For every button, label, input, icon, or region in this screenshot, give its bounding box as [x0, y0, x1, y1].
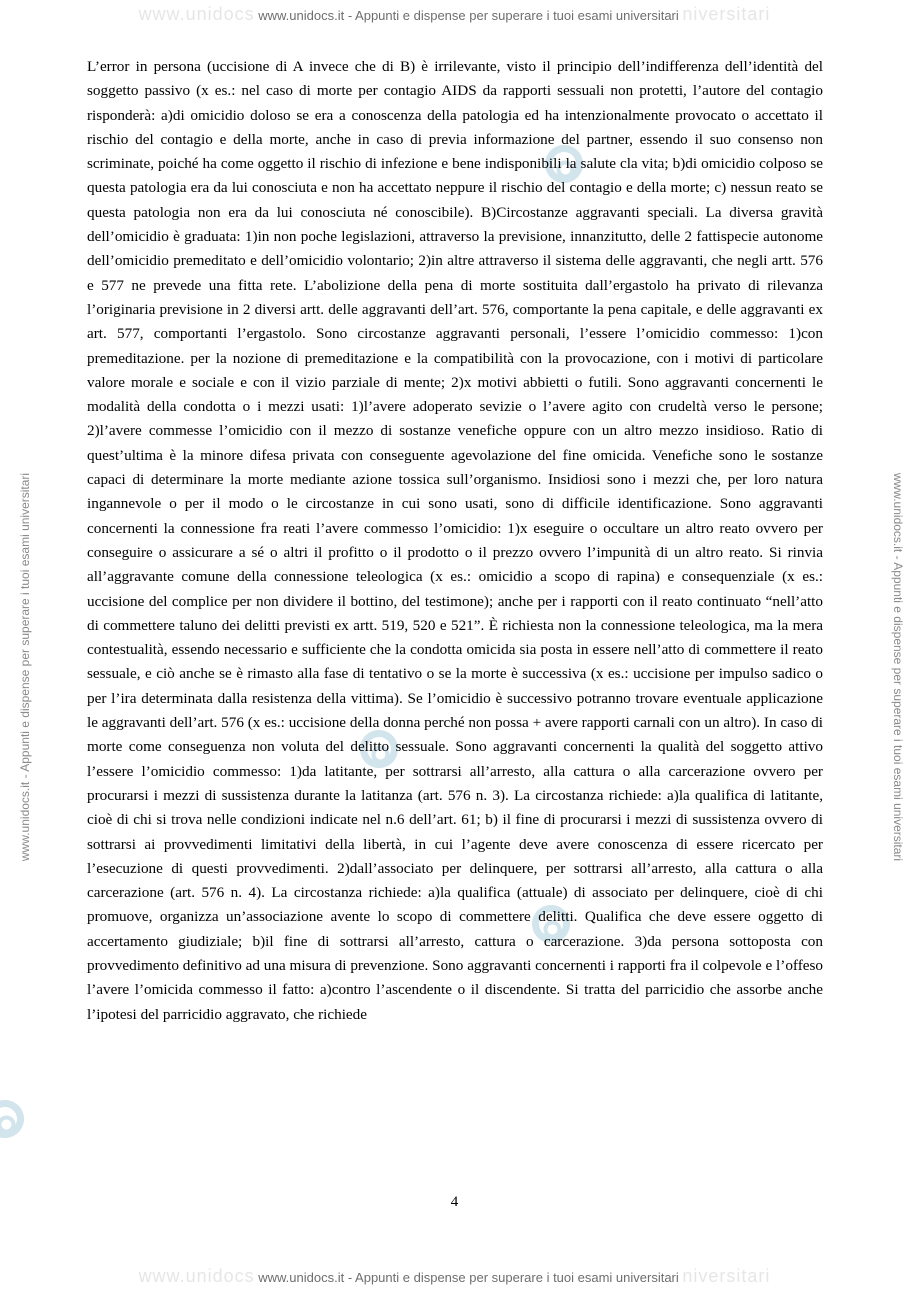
side-watermark-left: www.unidocs.it - Appunti e dispense per superare i tuoi esami universitari	[18, 472, 32, 862]
document-body-text: L’error in persona (uccisione di A invece che di B) è irrilevante, visto il principio dell’indifferenza dell’identità del soggetto passivo (x es.: nel caso di morte per contagio AIDS da rapporti sessuali non protetti, l’autore del contagio risponderà: a)di omicidio doloso se era a conoscenza della patologia ed ha intenzionalmente provocato o accettato il rischio del contagio e della morte, anche in caso di previa informazione del partner, essendo il suo consenso non scriminate, poiché ha come oggetto il rischio di infezione e bene indisponibili la salute cla vita; b)di omicidio colposo se questa patologia era da lui conosciuta e non ha accettato neppure il rischio del contagio e della morte; c) nessun reato se questa patologia non era da lui conosciuta né conoscibile). B)Circostanze aggravanti speciali. La diversa gravità dell’omicidio è graduata: 1)in non poche legislazioni, attraverso la previsione, innanzitutto, delle 2 fattispecie autonome dell’omicidio premeditato e dell’omicidio volontario; 2)in altre attraverso il sistema delle aggravanti, che negli artt. 576 e 577 ne prevede una fitta rete. L’abolizione della pena di morte sostituita dall’ergastolo ha privato di rilevanza l’originaria previsione in 2 diversi artt. delle aggravanti dell’art. 576, comportante la pena capitale, e delle aggravanti ex art. 577, comportanti l’ergastolo. Sono circostanze aggravanti personali, l’essere l’omicidio commesso: 1)con premeditazione. per la nozione di premeditazione e la compatibilità con la provocazione, con i motivi di particolare valore morale e sociale e con il vizio parziale di mente; 2)x motivi abbietti o futili. Sono aggravanti concernenti le modalità della condotta o i mezzi usati: 1)l’avere adoperato sevizie o l’avere agito con crudeltà verso le persone; 2)l’avere commesse l’omicidio con il mezzo di sostanze venefiche oppure con un altro mezzo insidioso. Ratio di quest’ultima è la minore difesa privata con conseguente agevolazione del fine omicida. Venefiche sono le sostanze capaci di determinare la morte mediante azione tossica sull’organismo. Insidiosi sono i mezzi che, per loro natura ingannevole o per il modo o le circostanze in cui sono usati, sono di difficile identificazione. Sono aggravanti concernenti la connessione fra reati l’avere commesso l’omicidio: 1)x eseguire o occultare un altro reato ovvero per conseguire o assicurare a sé o altri il profitto o il prodotto o il prezzo ovvero l’impunità di un altro reato. Si rinvia all’aggravante comune della connessione teleologica (x es.: omicidio a scopo di rapina) e consequenziale (x es.: uccisione del complice per non dividere il bottino, del testimone); anche per i rapporti con il reato continuato “nell’atto di commettere taluno dei delitti previsti ex artt. 519, 520 e 521”. È richiesta non la connessione teleologica, ma la mera contestualità, essendo necessario e sufficiente che la condotta omicida sia posta in essere nell’atto di commettere il reato sessuale, e ciò anche se è rimasto alla fase di tentativo o se la morte è successiva (x es.: uccisione per impulso sadico o per l’ira determinata dalla resistenza della vittima). Se l’omicidio è successivo potranno trovare eventuale applicazione le aggravanti dell’art. 576 (x es.: uccisione della donna perché non possa + avere rapporti carnali con un altro). In caso di morte come conseguenza non voluta del delitto sessuale. Sono aggravanti concernenti la qualità del soggetto attivo l’essere l’omicidio commesso: 1)da latitante, per sottrarsi all’arresto, alla cattura o alla carcerazione ovvero per procurarsi i mezzi di sussistenza durante la latitanza (art. 576 n. 3). La circostanza richiede: a)la qualifica di latitante, cioè di chi si trova nelle condizioni indicate nel n.6 dell’art. 61; b) il fine di procurarsi i mezzi di sussistenza ovvero di sottrarsi ai provvedimenti limitativi della libertà, in cui l’agente deve avere conoscenza di essere ricercato per l’esecuzione di questi provvedimenti. 2)dall’associato per delinquere, per sottrarsi all’arresto, alla cattura o alla carcerazione (art. 576 n. 4). La circostanza richiede: a)la qualifica (attuale) di associato per delinquere, cioè di chi promuove, organizza un’associazione avente lo scopo di commettere delitti. Qualifica che deve essere oggetto di accertamento giudiziale; b)il fine di sottrarsi all’arresto, cattura o carcerazione. 3)da persona sottoposta con provvedimento definitivo ad una misura di prevenzione. Sono aggravanti concernenti i rapporti fra il colpevole e l’offeso l’avere l’omicida commesso il fatto: a)contro l’ascendente o il discendente. Si tratta del parricidio che assorbe anche l’ipotesi del parricidio aggravato, che richiede	[87, 58, 823, 1023]
watermark-ghost-left: www.unidocs	[138, 1266, 255, 1286]
watermark-ghost-right: niversitari	[682, 1266, 771, 1286]
watermark-ghost-left: www.unidocs	[138, 4, 255, 24]
footer-watermark	[0, 1266, 909, 1287]
watermark-text: www.unidocs.it - Appunti e dispense per superare i tuoi esami universitari	[258, 1270, 679, 1285]
side-watermark-right: www.unidocs.it - Appunti e dispense per superare i tuoi esami universitari	[891, 472, 905, 862]
header-watermark	[0, 4, 909, 25]
page-number: 4	[450, 1194, 459, 1210]
watermark-ghost-right: niversitari	[682, 4, 771, 24]
watermark-text: www.unidocs.it - Appunti e dispense per superare i tuoi esami universitari	[258, 8, 679, 23]
